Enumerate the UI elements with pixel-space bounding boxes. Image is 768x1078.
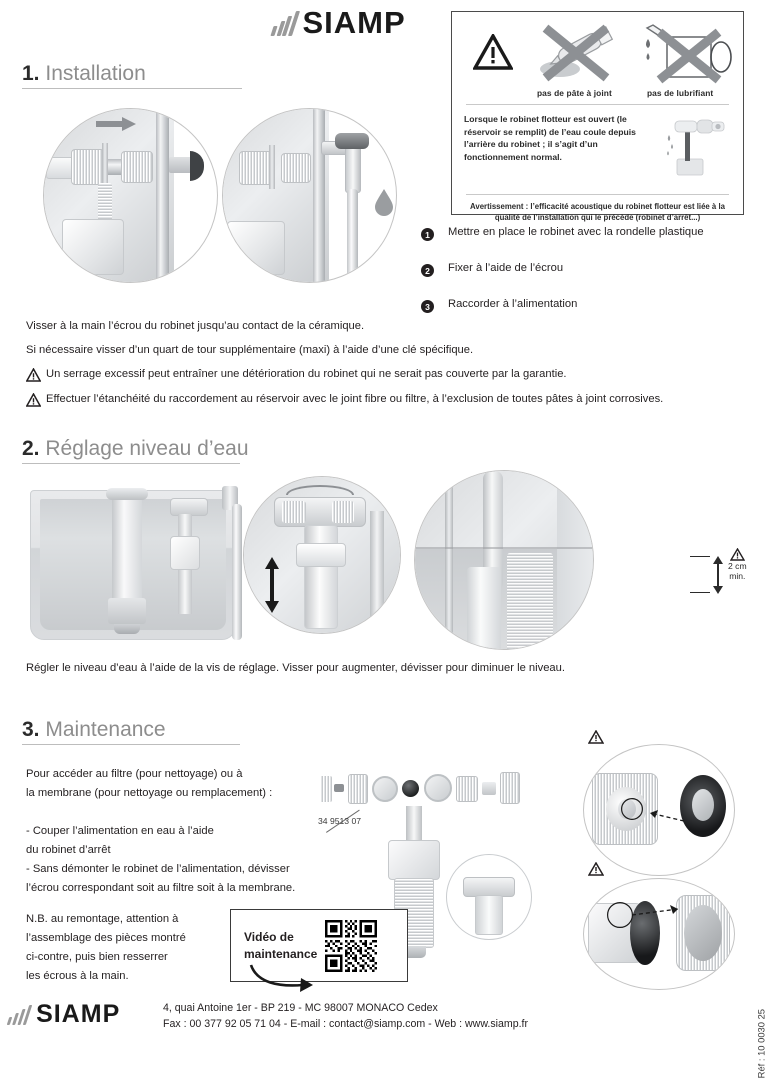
- water-level-caption: Régler le niveau d’eau à l’aide de la vis de réglage. Visser pour augmenter, dévisser pour diminuer le niveau.: [26, 662, 565, 674]
- video-label-line-1: Vidéo de: [244, 930, 294, 945]
- divider: [466, 194, 729, 195]
- water-drop-icon: [373, 187, 395, 222]
- figure-connect-supply: [222, 108, 397, 283]
- maintenance-intro-2: la membrane (pour nettoyage ou remplacement) :: [26, 787, 273, 799]
- heading-rule: [22, 744, 240, 745]
- section-heading-water-level: [22, 437, 249, 464]
- installation-steps-list: [421, 226, 704, 334]
- section-title: Installation: [45, 62, 146, 85]
- figure-cistern-overview: [26, 478, 276, 643]
- section-heading-installation: [22, 62, 242, 89]
- maintenance-nb-2: l’assemblage des pièces montré: [26, 932, 186, 944]
- brand-name: SIAMP: [302, 5, 406, 40]
- part-number-label: 34 9513 07: [318, 816, 362, 826]
- warning-triangle-icon: [26, 391, 41, 407]
- list-item: [421, 262, 704, 277]
- step-text-1: Mettre en place le robinet avec la rondelle plastique: [448, 226, 704, 238]
- siamp-wave-logo-icon: [272, 10, 296, 36]
- caption-no-sealant: pas de pâte à joint: [536, 88, 612, 98]
- brand-name: SIAMP: [36, 1000, 121, 1028]
- maintenance-video-box[interactable]: [230, 909, 408, 982]
- footer-address-line-2: Fax : 00 377 92 05 71 04 - E-mail : contact@siamp.com - Web : www.siamp.fr: [163, 1018, 529, 1031]
- video-label-line-2: maintenance: [244, 946, 318, 961]
- top-warning-panel: [451, 11, 744, 223]
- install-warning-2: [26, 391, 663, 408]
- alert-triangle-cell: [462, 34, 524, 75]
- sealant-paste-crossed-icon: [524, 19, 634, 90]
- arrow-up-down-icon: [264, 557, 280, 618]
- warning-text-2: Effectuer l’étanchéité du raccordement au réservoir avec le joint fibre ou filtre, à l’exclusion de toutes pâtes à joint corrosives.: [46, 393, 664, 405]
- normal-operation-note: [452, 111, 743, 184]
- list-item: [421, 226, 704, 241]
- maintenance-intro-1: Pour accéder au filtre (pour nettoyage) ou à: [26, 768, 243, 780]
- install-paragraph-2: Si nécessaire visser d’un quart de tour supplémentaire (maxi) à l’aide d’une clé spécifique.: [26, 344, 474, 356]
- warning-icon-row: [452, 12, 743, 88]
- heading-rule: [22, 463, 240, 464]
- section-title: Maintenance: [45, 718, 166, 741]
- warning-triangle-icon: [728, 548, 747, 561]
- install-paragraph-1: Visser à la main l’écrou du robinet jusqu’au contact de la céramique.: [26, 320, 365, 332]
- dimension-value: 2 cm: [728, 561, 747, 571]
- section-heading-maintenance: [22, 718, 240, 745]
- figure-membrane-detail: [583, 878, 735, 990]
- figure-float-adjust: [243, 476, 401, 634]
- divider: [466, 104, 729, 105]
- warning-captions: [452, 88, 743, 98]
- maintenance-nb-4: les écrous à la main.: [26, 970, 129, 982]
- step-bullet-1: 1: [421, 228, 434, 241]
- install-warning-1: [26, 366, 567, 383]
- dimension-qualifier: min.: [729, 571, 746, 582]
- step-text-2: Fixer à l’aide de l’écrou: [448, 262, 564, 274]
- step-bullet-2: 2: [421, 264, 434, 277]
- warning-triangle-icon: [473, 34, 513, 70]
- reference-number: Réf : 10 0030 25: [755, 1009, 766, 1078]
- float-valve-leak-diagram: [655, 113, 731, 184]
- list-item: [421, 298, 704, 313]
- note-text: Lorsque le robinet flotteur est ouvert (le réservoir se remplit) de l’eau coule depuis l’arrière du robinet ; il s’agit d’un fonctionnement normal.: [464, 114, 636, 163]
- footer-address-line-1: 4, quai Antoine 1er - BP 219 - MC 98007 MONACO Cedex: [163, 1002, 438, 1014]
- step-text-3: Raccorder à l’alimentation: [448, 298, 578, 310]
- step-bullet-3: 3: [421, 300, 434, 313]
- maintenance-bullet-2a: - Sans démonter le robinet de l’alimentation, dévisser: [26, 863, 290, 875]
- maintenance-nb-1: N.B. au remontage, attention à: [26, 913, 179, 925]
- lubricant-crossed-icon: [634, 19, 744, 90]
- warning-triangle-icon: [26, 366, 41, 382]
- maintenance-bullet-1a: - Couper l’alimentation en eau à l’aide: [26, 825, 214, 837]
- section-number: 3.: [22, 718, 40, 741]
- figure-insert-valve: [43, 108, 218, 283]
- section-title: Réglage niveau d’eau: [45, 437, 249, 460]
- footer-brand-logo: [8, 1000, 120, 1029]
- acoustic-warning-note: Avertissement : l’efficacité acoustique du robinet flotteur est liée à la qualité de l’installation qui le précède (robinet d’arrêt...): [470, 202, 725, 223]
- curved-arrow-icon: [249, 963, 319, 993]
- heading-rule: [22, 88, 242, 89]
- maintenance-bullet-1b: du robinet d’arrêt: [26, 844, 111, 856]
- figure-filter-detail: [583, 744, 735, 876]
- siamp-wave-logo-icon: [8, 1004, 29, 1025]
- maintenance-bullet-2b: l’écrou correspondant soit au filtre soit à la membrane.: [26, 882, 296, 894]
- warning-text-1: Un serrage excessif peut entraîner une détérioration du robinet qui ne serait pas couverte par la garantie.: [46, 368, 567, 380]
- maintenance-nb-3: ci-contre, puis bien resserrer: [26, 951, 168, 963]
- figure-water-level-detail: [414, 470, 594, 650]
- header-brand-logo: [272, 5, 406, 41]
- caption-no-lubricant: pas de lubrifiant: [646, 88, 714, 98]
- footer-address: [163, 1000, 528, 1033]
- section-number: 1.: [22, 62, 40, 85]
- section-number: 2.: [22, 437, 40, 460]
- qr-code-icon[interactable]: [325, 920, 377, 972]
